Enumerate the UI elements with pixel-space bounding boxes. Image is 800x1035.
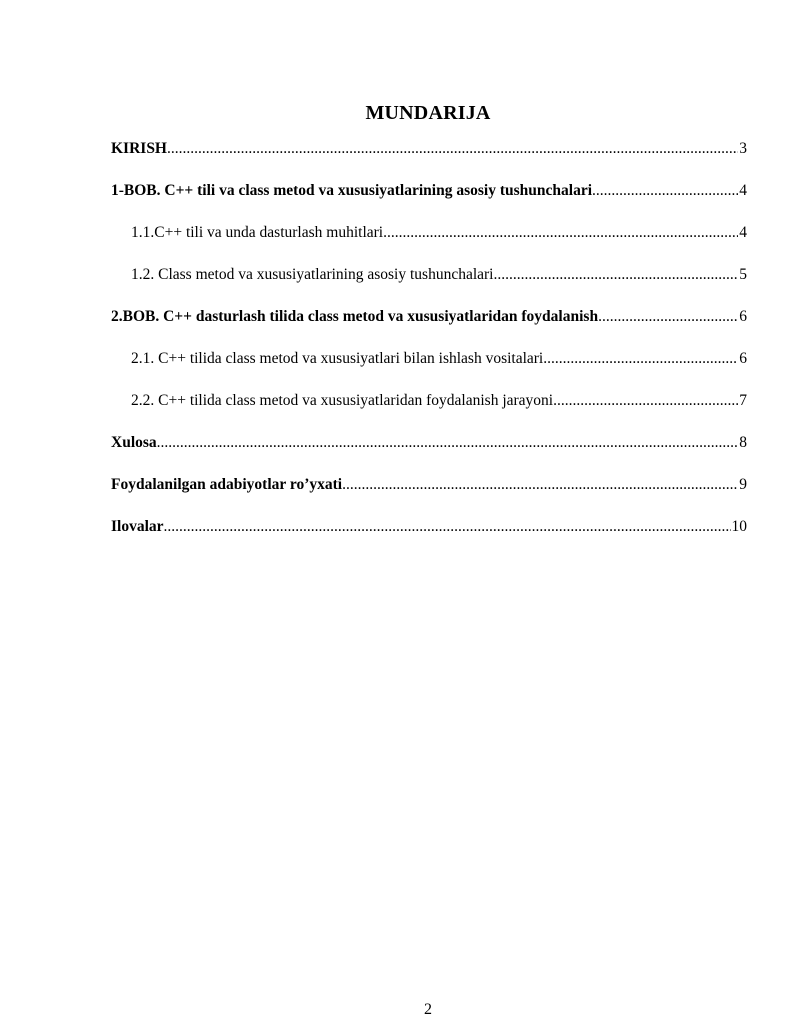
toc-entry-label: 2.BOB. C++ dasturlash tilida class metod va xususiyatlaridan foydalanish — [111, 308, 599, 325]
toc-entry-ilovalar[interactable] — [111, 517, 747, 559]
toc-entry-label: Foydalanilgan adabiyotlar ro’yxati — [111, 476, 343, 493]
dot-leader — [543, 349, 738, 369]
toc-entry-page: 9 — [739, 476, 747, 493]
toc-entry-section-1-2[interactable] — [111, 265, 747, 307]
toc-entry-chapter-2[interactable] — [111, 307, 747, 349]
toc-entry-page: 6 — [739, 350, 747, 367]
toc-entry-label: 1.1.C++ tili va unda dasturlash muhitlari — [131, 224, 384, 241]
toc-entry-label: 1.2. Class metod va xususiyatlarining asosiy tushunchalari — [131, 266, 494, 283]
toc-entry-section-1-1[interactable] — [111, 223, 747, 265]
toc-entry-page: 5 — [739, 266, 747, 283]
toc-entry-xulosa[interactable] — [111, 433, 747, 475]
toc-entry-kirish[interactable] — [111, 139, 747, 181]
toc-entry-page: 4 — [739, 224, 747, 241]
dot-leader — [164, 517, 731, 537]
toc-entry-page: 7 — [739, 392, 747, 409]
toc-entry-page: 4 — [739, 182, 747, 199]
dot-leader — [383, 223, 738, 243]
toc-entry-label: 1-BOB. C++ tili va class metod va xususiyatlarining asosiy tushunchalari — [111, 182, 593, 199]
toc-entry-section-2-1[interactable] — [111, 349, 747, 391]
toc-entry-references[interactable] — [111, 475, 747, 517]
toc-entry-page: 8 — [739, 434, 747, 451]
dot-leader — [167, 139, 738, 159]
dot-leader — [553, 391, 738, 411]
dot-leader — [592, 181, 738, 201]
dot-leader — [157, 433, 739, 453]
page-number: 2 — [424, 1001, 432, 1018]
dot-leader — [342, 475, 738, 495]
toc-entry-page: 10 — [731, 518, 747, 535]
toc-entry-page: 3 — [739, 140, 747, 157]
dot-leader — [598, 307, 738, 327]
toc-entry-section-2-2[interactable] — [111, 391, 747, 433]
toc-entry-chapter-1[interactable] — [111, 181, 747, 223]
toc-entry-label: 2.2. C++ tilida class metod va xususiyatlaridan foydalanish jarayoni — [131, 392, 554, 409]
table-of-contents — [111, 139, 747, 559]
page-title: MUNDARIJA — [365, 102, 491, 124]
toc-entry-page: 6 — [739, 308, 747, 325]
toc-entry-label: 2.1. C++ tilida class metod va xususiyatlari bilan ishlash vositalari — [131, 350, 544, 367]
toc-entry-label: KIRISH — [111, 140, 167, 157]
toc-entry-label: Xulosa — [111, 434, 157, 451]
toc-entry-label: Ilovalar — [111, 518, 164, 535]
dot-leader — [493, 265, 738, 285]
